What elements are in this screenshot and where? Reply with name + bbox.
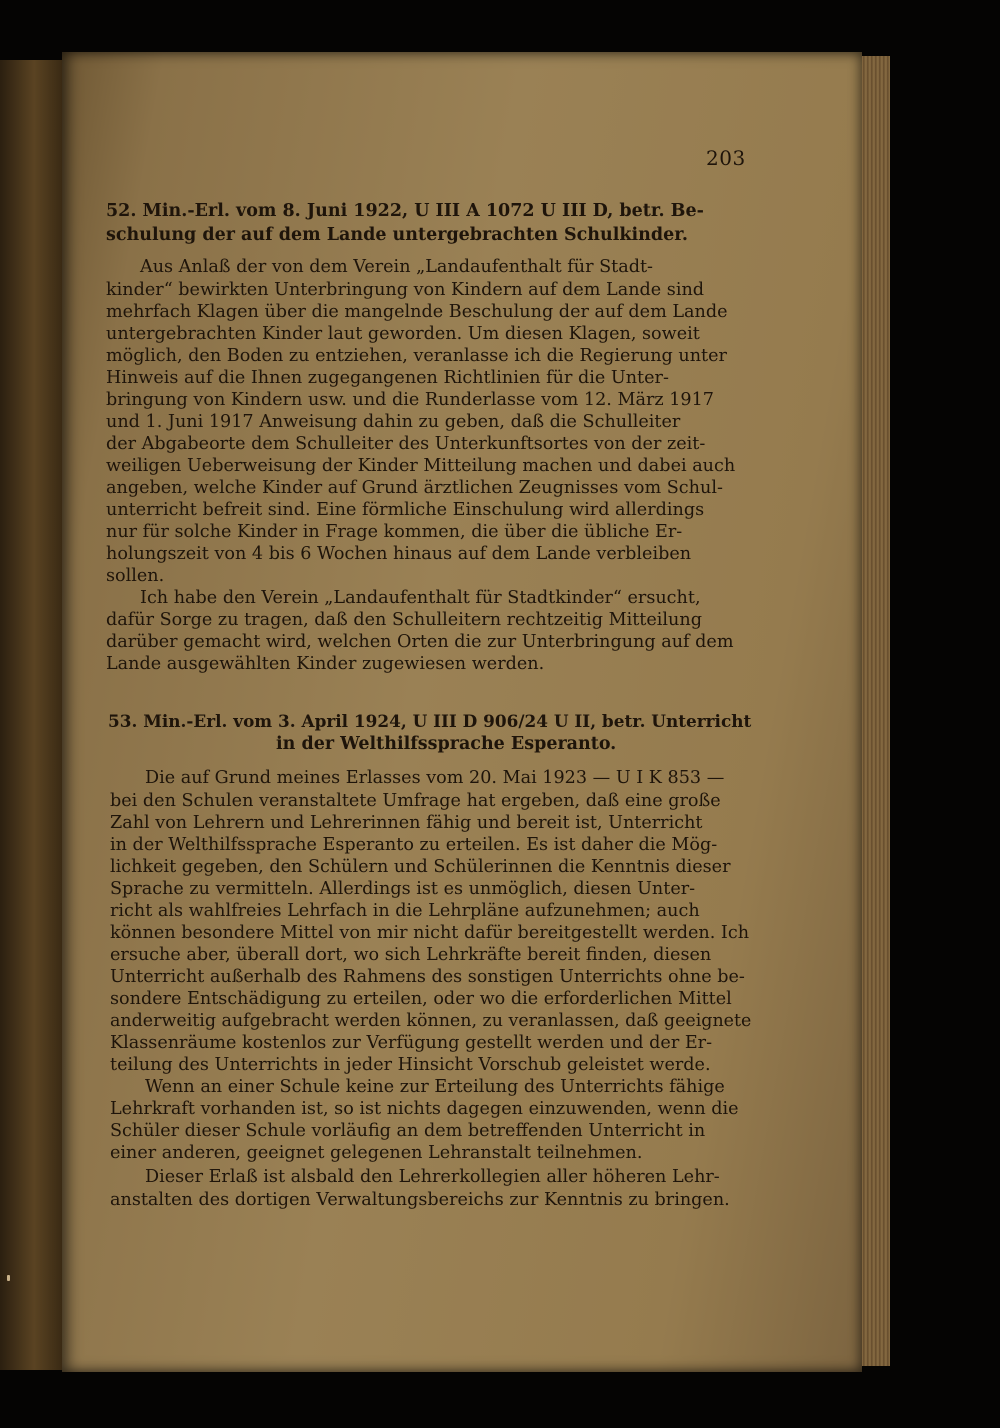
section-53-line: in der Welthilfssprache Esperanto zu erteilen. Es ist daher die Mög-	[110, 835, 718, 855]
section-52-line: bringung von Kindern usw. und die Runderlasse vom 12. März 1917	[106, 390, 715, 410]
section-52-line: und 1. Juni 1917 Anweisung dahin zu geben, daß die Schulleiter	[106, 412, 681, 432]
section-53-line: anderweitig aufgebracht werden können, zu veranlassen, daß geeignete	[110, 1011, 752, 1031]
section-53-line: Schüler dieser Schule vorläufig an dem betreffenden Unterricht in	[110, 1121, 706, 1141]
section-53-line: Die auf Grund meines Erlasses vom 20. Mai 1923 — U I K 853 —	[145, 768, 725, 788]
section-52-line: unterricht befreit sind. Eine förmliche Einschulung wird allerdings	[106, 500, 705, 520]
section-53-line: teilung des Unterrichts in jeder Hinsicht Vorschub geleistet werde.	[110, 1055, 711, 1075]
section-52-line: holungszeit von 4 bis 6 Wochen hinaus auf dem Lande verbleiben	[106, 544, 692, 564]
section-52-heading-line2: schulung der auf dem Lande untergebrachten Schulkinder.	[106, 225, 688, 245]
section-52-line: weiligen Ueberweisung der Kinder Mitteilung machen und dabei auch	[106, 456, 736, 476]
section-52-line: möglich, den Boden zu entziehen, veranlasse ich die Regierung unter	[106, 346, 727, 366]
left-page-edge	[0, 60, 62, 1370]
section-53-line: ersuche aber, überall dort, wo sich Lehrkräfte bereit finden, diesen	[110, 945, 712, 965]
section-52-line: mehrfach Klagen über die mangelnde Beschulung der auf dem Lande	[106, 302, 728, 322]
section-53-heading-line2: in der Welthilfssprache Esperanto.	[276, 734, 617, 754]
section-53-line: sondere Entschädigung zu erteilen, oder wo die erforderlichen Mittel	[110, 989, 732, 1009]
section-52-line: kinder“ bewirkten Unterbringung von Kindern auf dem Lande sind	[106, 280, 705, 300]
section-52-line: Ich habe den Verein „Landaufenthalt für Stadtkinder“ ersucht,	[140, 588, 701, 608]
section-53-line: Zahl von Lehrern und Lehrerinnen fähig und bereit ist, Unterricht	[110, 813, 703, 833]
page-number: 203	[706, 146, 746, 170]
section-53-line: anstalten des dortigen Verwaltungsbereichs zur Kenntnis zu bringen.	[110, 1190, 730, 1210]
section-53-line: lichkeit gegeben, den Schülern und Schülerinnen die Kenntnis dieser	[110, 857, 731, 877]
section-52-line: Lande ausgewählten Kinder zugewiesen werden.	[106, 654, 545, 674]
section-52-line: darüber gemacht wird, welchen Orten die zur Unterbringung auf dem	[106, 632, 734, 652]
section-52-line: der Abgabeorte dem Schulleiter des Unterkunftsortes von der zeit-	[106, 434, 706, 454]
section-52-line: sollen.	[106, 566, 165, 586]
section-52-line: untergebrachten Kinder laut geworden. Um diesen Klagen, soweit	[106, 324, 700, 344]
section-53-line: richt als wahlfreies Lehrfach in die Lehrpläne aufzunehmen; auch	[110, 901, 700, 921]
section-52-line: angeben, welche Kinder auf Grund ärztlichen Zeugnisses vom Schul-	[106, 478, 723, 498]
section-53-line: bei den Schulen veranstaltete Umfrage hat ergeben, daß eine große	[110, 791, 721, 811]
margin-mark	[7, 1275, 10, 1281]
section-53-line: Dieser Erlaß ist alsbald den Lehrerkollegien aller höheren Lehr-	[145, 1167, 720, 1187]
section-52-line: dafür Sorge zu tragen, daß den Schulleitern rechtzeitig Mitteilung	[106, 610, 702, 630]
section-53-line: Sprache zu vermitteln. Allerdings ist es unmöglich, diesen Unter-	[110, 879, 696, 899]
section-53-line: Lehrkraft vorhanden ist, so ist nichts dagegen einzuwenden, wenn die	[110, 1099, 739, 1119]
section-53-line: Unterricht außerhalb des Rahmens des sonstigen Unterrichts ohne be-	[110, 967, 745, 987]
section-52-line: Aus Anlaß der von dem Verein „Landaufenthalt für Stadt-	[140, 257, 653, 277]
section-52-line: Hinweis auf die Ihnen zugegangenen Richtlinien für die Unter-	[106, 368, 669, 388]
section-52-line: nur für solche Kinder in Frage kommen, die über die übliche Er-	[106, 522, 683, 542]
section-53-line: können besondere Mittel von mir nicht dafür bereitgestellt werden. Ich	[110, 923, 750, 943]
section-53-heading-line1: 53. Min.-Erl. vom 3. April 1924, U III D 906/24 U II, betr. Unterricht	[108, 711, 752, 731]
section-53-line: Klassenräume kostenlos zur Verfügung gestellt werden und der Er-	[110, 1033, 713, 1053]
section-53-line: einer anderen, geeignet gelegenen Lehranstalt teilnehmen.	[110, 1143, 643, 1163]
section-53-line: Wenn an einer Schule keine zur Erteilung des Unterrichts fähige	[145, 1077, 725, 1097]
section-52-heading-line1: 52. Min.-Erl. vom 8. Juni 1922, U III A 1072 U III D, betr. Be-	[106, 201, 704, 221]
